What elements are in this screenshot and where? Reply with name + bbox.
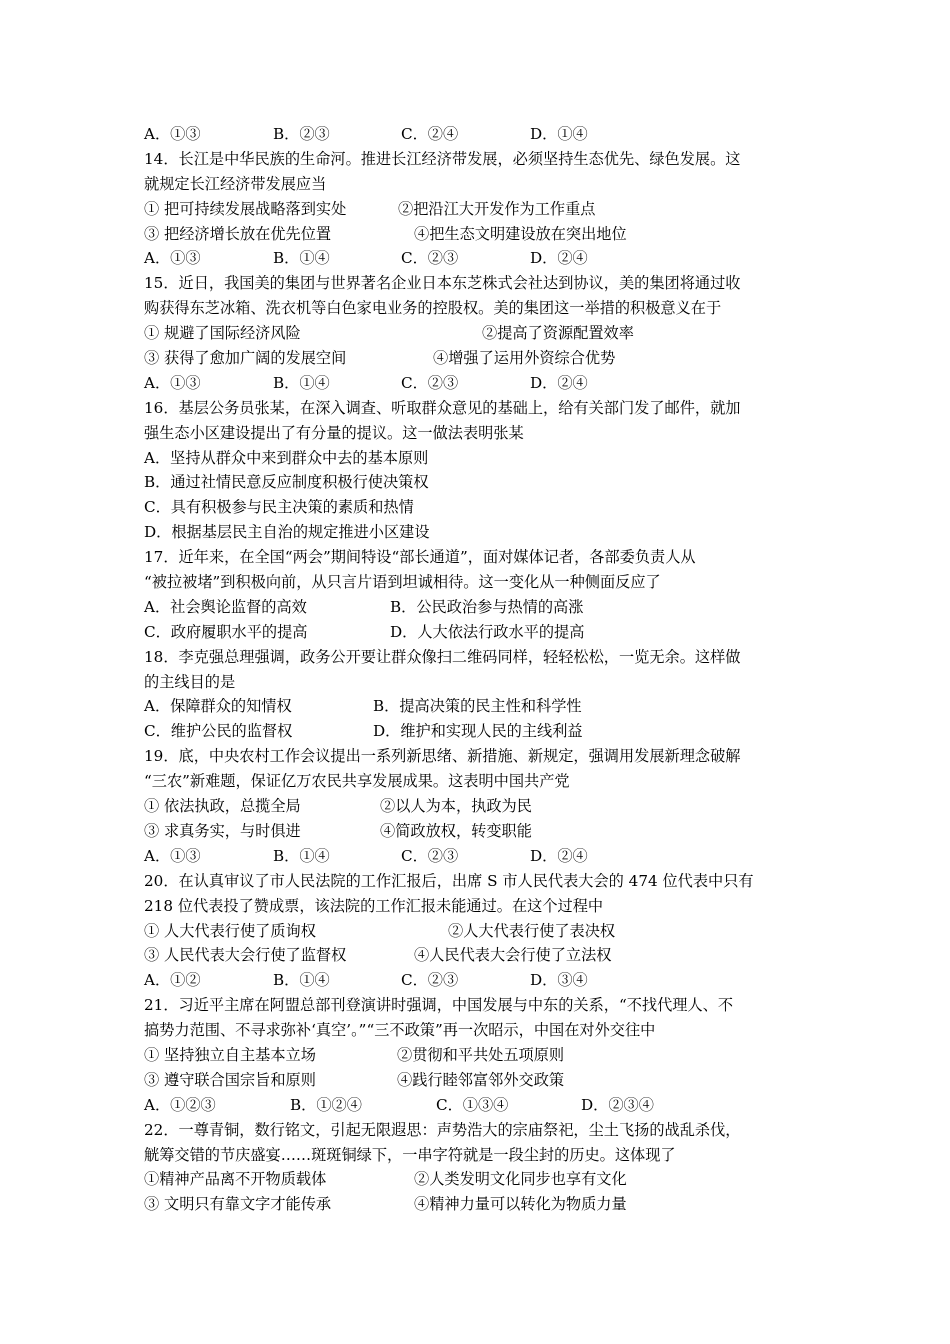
text-line <box>144 1118 809 1143</box>
choice-item: ① 依法执政，总揽全局 <box>144 797 301 816</box>
line-text: A．坚持从群众中来到群众中去的基本原则 <box>144 448 429 467</box>
answer-option: B．①②④ <box>290 1095 362 1114</box>
choice-item: ③ 获得了愈加广阔的发展空间 <box>144 349 347 368</box>
exam-page <box>144 122 809 1217</box>
text-line <box>144 346 809 371</box>
text-line <box>144 197 809 222</box>
text-line <box>144 321 809 346</box>
choice-item: ① 规避了国际经济风险 <box>144 324 301 343</box>
text-line <box>144 670 809 695</box>
choice-item: ③ 遵守联合国宗旨和原则 <box>144 1070 316 1089</box>
answer-option: D．①④ <box>530 125 588 143</box>
line-text: “三农”新难题，保证亿万农民共享发展成果。这表明中国共产党 <box>144 772 570 791</box>
line-text: “被拉被堵”到积极向前，从只言片语到坦诚相待。这一变化从一种侧面反应了 <box>144 573 661 592</box>
text-line <box>144 844 809 869</box>
answer-option: A．①③ <box>144 125 201 143</box>
text-line <box>144 1093 809 1118</box>
text-line <box>144 122 809 147</box>
text-line <box>144 246 809 271</box>
choice-item: D．人大依法行政水平的提高 <box>390 622 585 641</box>
choice-item: ②贯彻和平共处五项原则 <box>397 1045 565 1064</box>
choice-item: B．公民政治参与热情的高涨 <box>390 597 584 616</box>
line-text: 觥筹交错的节庆盛宴……斑斑铜绿下，一串字符就是一段尘封的历史。这体现了 <box>144 1145 676 1164</box>
text-line <box>144 694 809 719</box>
answer-option: D．②④ <box>530 373 588 392</box>
text-line <box>144 993 809 1018</box>
choice-item: ③ 人民代表大会行使了监督权 <box>144 946 347 965</box>
choice-item: ① 坚持独立自主基本立场 <box>144 1045 316 1064</box>
choice-item: ③ 文明只有靠文字才能传承 <box>144 1195 332 1214</box>
text-line <box>144 1192 809 1217</box>
choice-item: ④增强了运用外资综合优势 <box>433 349 616 368</box>
text-line <box>144 645 809 670</box>
answer-option: B．①④ <box>273 373 330 392</box>
answer-option: A．①②③ <box>144 1095 216 1114</box>
answer-option: A．①③ <box>144 249 201 268</box>
choice-item: ① 人大代表行使了质询权 <box>144 921 316 940</box>
choice-item: C．维护公民的监督权 <box>144 722 293 741</box>
text-line <box>144 545 809 570</box>
text-line <box>144 396 809 421</box>
text-line <box>144 271 809 296</box>
text-line <box>144 620 809 645</box>
choice-item: ②以人为本，执政为民 <box>380 797 532 816</box>
choice-item: A．社会舆论监督的高效 <box>144 597 307 616</box>
text-line <box>144 595 809 620</box>
answer-option: C．②③ <box>401 373 459 392</box>
text-line <box>144 1167 809 1192</box>
choice-item: ②提高了资源配置效率 <box>482 324 634 343</box>
text-line <box>144 719 809 744</box>
choice-item: ④践行睦邻富邻外交政策 <box>397 1070 565 1089</box>
choice-item: D．维护和实现人民的主线利益 <box>373 722 583 741</box>
choice-item: C．政府履职水平的提高 <box>144 622 308 641</box>
line-text: 218 位代表投了赞成票，该法院的工作汇报未能通过。在这个过程中 <box>144 896 604 915</box>
choice-item: ① 把可持续发展战略落到实处 <box>144 199 347 218</box>
text-line <box>144 769 809 794</box>
line-text: 14．长江是中华民族的生命河。推进长江经济带发展，必须坚持生态优先、绿色发展。这 <box>144 149 741 168</box>
answer-option: C．②③ <box>401 249 459 268</box>
answer-option: B．①④ <box>273 971 330 990</box>
line-text: 18．李克强总理强调，政务公开要让群众像扫二维码同样，轻轻松松，一览无余。这样做 <box>144 647 741 666</box>
answer-option: D．②③④ <box>581 1095 654 1114</box>
text-line <box>144 819 809 844</box>
answer-option: B．①④ <box>273 846 330 865</box>
text-line <box>144 371 809 396</box>
choice-item: ③ 把经济增长放在优先位置 <box>144 224 332 243</box>
text-line <box>144 919 809 944</box>
choice-item: ③ 求真务实，与时俱进 <box>144 821 301 840</box>
line-text: 17．近年来，在全国“两会”期间特设“部长通道”，面对媒体记者，各部委负责人从 <box>144 548 696 567</box>
text-line <box>144 470 809 495</box>
text-line <box>144 147 809 172</box>
text-line <box>144 446 809 471</box>
text-line <box>144 869 809 894</box>
line-text: 19．底，中央农村工作会议提出一系列新思绪、新措施、新规定，强调用发展新理念破解 <box>144 747 741 766</box>
line-text: 的主线目的是 <box>144 672 236 691</box>
choice-item: ②人大代表行使了表决权 <box>448 921 616 940</box>
line-text: D．根据基层民主自治的规定推进小区建设 <box>144 523 430 542</box>
text-line <box>144 794 809 819</box>
answer-option: A．①③ <box>144 373 201 392</box>
line-text: 22．一尊青铜，数行铭文，引起无限遐思：声势浩大的宗庙祭祀，尘土飞扬的战乱杀伐， <box>144 1120 741 1139</box>
text-line <box>144 421 809 446</box>
text-line <box>144 520 809 545</box>
answer-option: D．③④ <box>530 971 588 990</box>
text-line <box>144 296 809 321</box>
text-line <box>144 894 809 919</box>
answer-option: C．②④ <box>401 125 459 143</box>
answer-option: A．①③ <box>144 846 201 865</box>
answer-option: D．②④ <box>530 249 588 268</box>
text-line <box>144 744 809 769</box>
answer-option: B．①④ <box>273 249 330 268</box>
text-line <box>144 222 809 247</box>
line-text: B．通过社情民意反应制度积极行使决策权 <box>144 473 429 492</box>
choice-item: ②把沿江大开发作为工作重点 <box>398 199 596 218</box>
line-text: 搞势力范围、不寻求弥补‘真空’。”“三不政策”再一次昭示，中国在对外交往中 <box>144 1021 656 1040</box>
text-line <box>144 172 809 197</box>
line-text: 15．近日，我国美的集团与世界著名企业日本东芝株式会社达到协议，美的集团将通过收 <box>144 274 741 293</box>
choice-item: B．提高决策的民主性和科学性 <box>373 697 582 716</box>
text-line <box>144 1143 809 1168</box>
text-line <box>144 495 809 520</box>
choice-item: A．保障群众的知情权 <box>144 697 292 716</box>
line-text: 16．基层公务员张某，在深入调查、听取群众意见的基础上，给有关部门发了邮件，就加 <box>144 398 741 417</box>
answer-option: D．②④ <box>530 846 588 865</box>
text-line <box>144 1068 809 1093</box>
choice-item: ④简政放权，转变职能 <box>380 821 532 840</box>
text-line <box>144 943 809 968</box>
answer-option: C．②③ <box>401 846 459 865</box>
text-line <box>144 968 809 993</box>
choice-item: ④把生态文明建设放在突出地位 <box>414 224 627 243</box>
answer-option: C．①③④ <box>436 1095 509 1114</box>
line-text: 21．习近平主席在阿盟总部刊登演讲时强调，中国发展与中东的关系，“不找代理人、不 <box>144 996 734 1015</box>
line-text: 购获得东芝冰箱、洗衣机等白色家电业务的控股权。美的集团这一举措的积极意义在于 <box>144 299 722 318</box>
line-text: 强生态小区建设提出了有分量的提议。这一做法表明张某 <box>144 423 524 442</box>
answer-option: A．①② <box>144 971 201 990</box>
line-text: C．具有积极参与民主决策的素质和热情 <box>144 498 414 517</box>
line-text: 20．在认真审议了市人民法院的工作汇报后，出席 S 市人民代表大会的 474 位代表中只有 <box>144 871 754 890</box>
choice-item: ④精神力量可以转化为物质力量 <box>414 1195 627 1214</box>
choice-item: ②人类发明文化同步也享有文化 <box>414 1170 627 1189</box>
choice-item: ①精神产品离不开物质载体 <box>144 1170 327 1189</box>
answer-option: B．②③ <box>273 125 330 143</box>
text-line <box>144 570 809 595</box>
text-line <box>144 1018 809 1043</box>
text-line <box>144 1043 809 1068</box>
line-text: 就规定长江经济带发展应当 <box>144 174 327 193</box>
answer-option: C．②③ <box>401 971 459 990</box>
choice-item: ④人民代表大会行使了立法权 <box>414 946 612 965</box>
